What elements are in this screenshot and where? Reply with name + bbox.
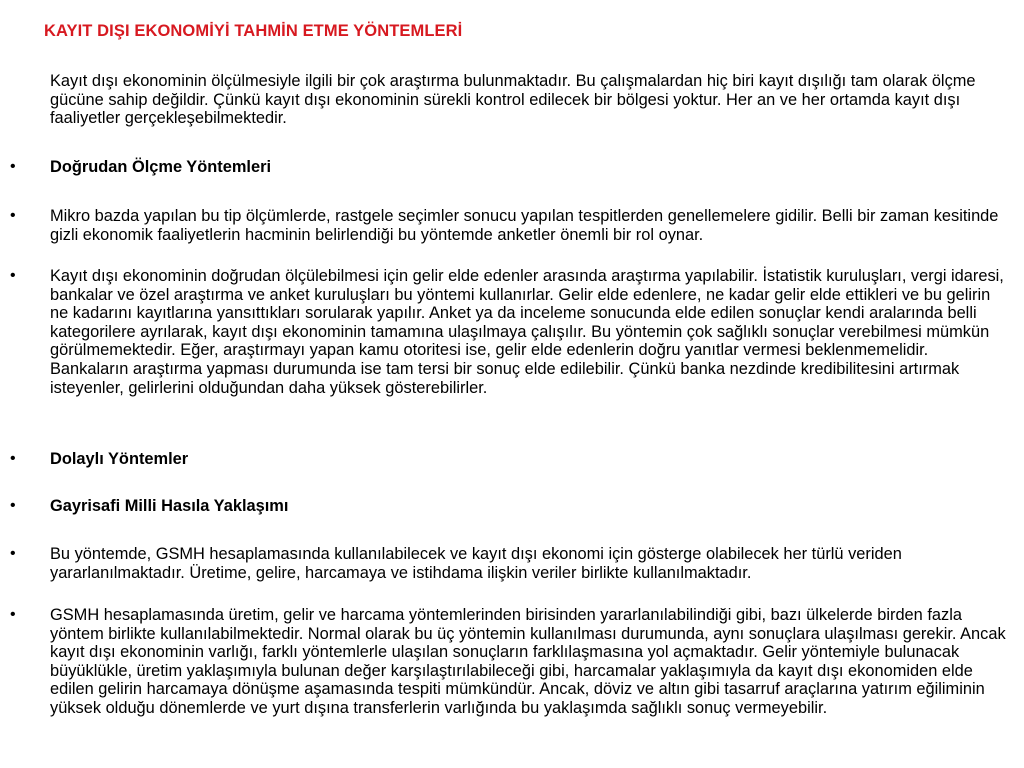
bullet-icon: • xyxy=(10,545,16,562)
intro-paragraph: Kayıt dışı ekonominin ölçülmesiyle ilgili bir çok araştırma bulunmaktadır. Bu çalışmalardan hiç biri kayıt dışılığı tam olarak ölçme gücüne sahip değildir. Çünkü kayıt dışı ekonominin sürekli kontrol edilecek bir bölgesi yoktur. Her an ve her ortamda kayıt dışı faaliyetler gerçekleşebilmektedir. xyxy=(50,72,976,128)
bullet-icon: • xyxy=(10,606,16,623)
bullet-icon: • xyxy=(10,497,16,514)
bullet-icon: • xyxy=(10,158,16,175)
bullet-icon: • xyxy=(10,450,16,467)
section-heading-gnp-approach: Gayrisafi Milli Hasıla Yaklaşımı xyxy=(50,497,289,515)
bullet-text-direct-survey: Kayıt dışı ekonominin doğrudan ölçülebilmesi için gelir elde edenler arasında araştırma yapılabilir. İstatistik kuruluşları, vergi idaresi, bankalar ve özel araştırma ve anket kuruluşları bu yöntemi kullanırlar. Gelir elde edenlere, ne kadar gelir elde ettikleri ve bu gelirin ne kadarını kayıtlarına yansıttıkları sorularak yapılır. Anket ya da inceleme sonucunda elde edilen sonuçlar kendi aralarında belli kategorilere ayrılarak, kayıt dışı ekonominin tamamına ulaşılmaya çalışılır. Bu yöntemin çok sağlıklı sonuçlar verebilmesi mümkün görülmemektedir. Eğer, araştırmayı yapan kamu otoritesi ise, gelir elde edenlerin doğru yanıtlar vermesi beklenmemelidir. Bankaların araştırma yapması durumunda ise tam tersi bir sonuç elde edilebilir. Çünkü banka nezdinde kredibilitesini artırmak isteyenler, gelirlerini olduğundan daha yüksek gösterebilirler. xyxy=(50,267,1004,397)
bullet-icon: • xyxy=(10,267,16,284)
bullet-text-micro-measurement: Mikro bazda yapılan bu tip ölçümlerde, rastgele seçimler sonucu yapılan tespitlerden genellemelere gidilir. Belli bir zaman kesitinde gizli ekonomik faaliyetlerin hacminin belirlendiği bu yöntemde anketler önemli bir rol oynar. xyxy=(50,207,999,244)
slide-title: KAYIT DIŞI EKONOMİYİ TAHMİN ETME YÖNTEMLERİ xyxy=(44,22,463,40)
section-heading-indirect-methods: Dolaylı Yöntemler xyxy=(50,450,189,468)
bullet-icon: • xyxy=(10,207,16,224)
section-heading-direct-methods: Doğrudan Ölçme Yöntemleri xyxy=(50,158,272,176)
bullet-text-gnp-methods: GSMH hesaplamasında üretim, gelir ve harcama yöntemlerinden birisinden yararlanılabilindiği gibi, bazı ülkelerde birden fazla yöntem birlikte kullanılabilmektedir. Normal olarak bu üç yöntemin kullanılması durumunda, aynı sonuçlara ulaşılması gerekir. Ancak kayıt dışı ekonominin varlığı, farklı yöntemlerle ulaşılan sonuçların farklılaşmasına yol açmaktadır. Gelir yöntemiyle bulunacak büyüklükle, üretim yaklaşımıyla bulunan değer karşılaştırılabileceği gibi, harcamalar yaklaşımıyla da kayıt dışı ekonomiden elde edilen gelirin harcamaya dönüşme aşamasında tespiti mümkündür. Ancak, döviz ve altın gibi tasarruf araçlarına yatırım eğiliminin yüksek olduğu dönemlerde ve yurt dışına transferlerin varlığında bu yaklaşımda sağlıklı sonuç vermeyebilir. xyxy=(50,606,1006,717)
bullet-text-gnp-data: Bu yöntemde, GSMH hesaplamasında kullanılabilecek ve kayıt dışı ekonomi için gösterge olabilecek her türlü veriden yararlanılmaktadır. Üretime, gelire, harcamaya ve istihdama ilişkin veriler birlikte kullanılmaktadır. xyxy=(50,545,902,582)
